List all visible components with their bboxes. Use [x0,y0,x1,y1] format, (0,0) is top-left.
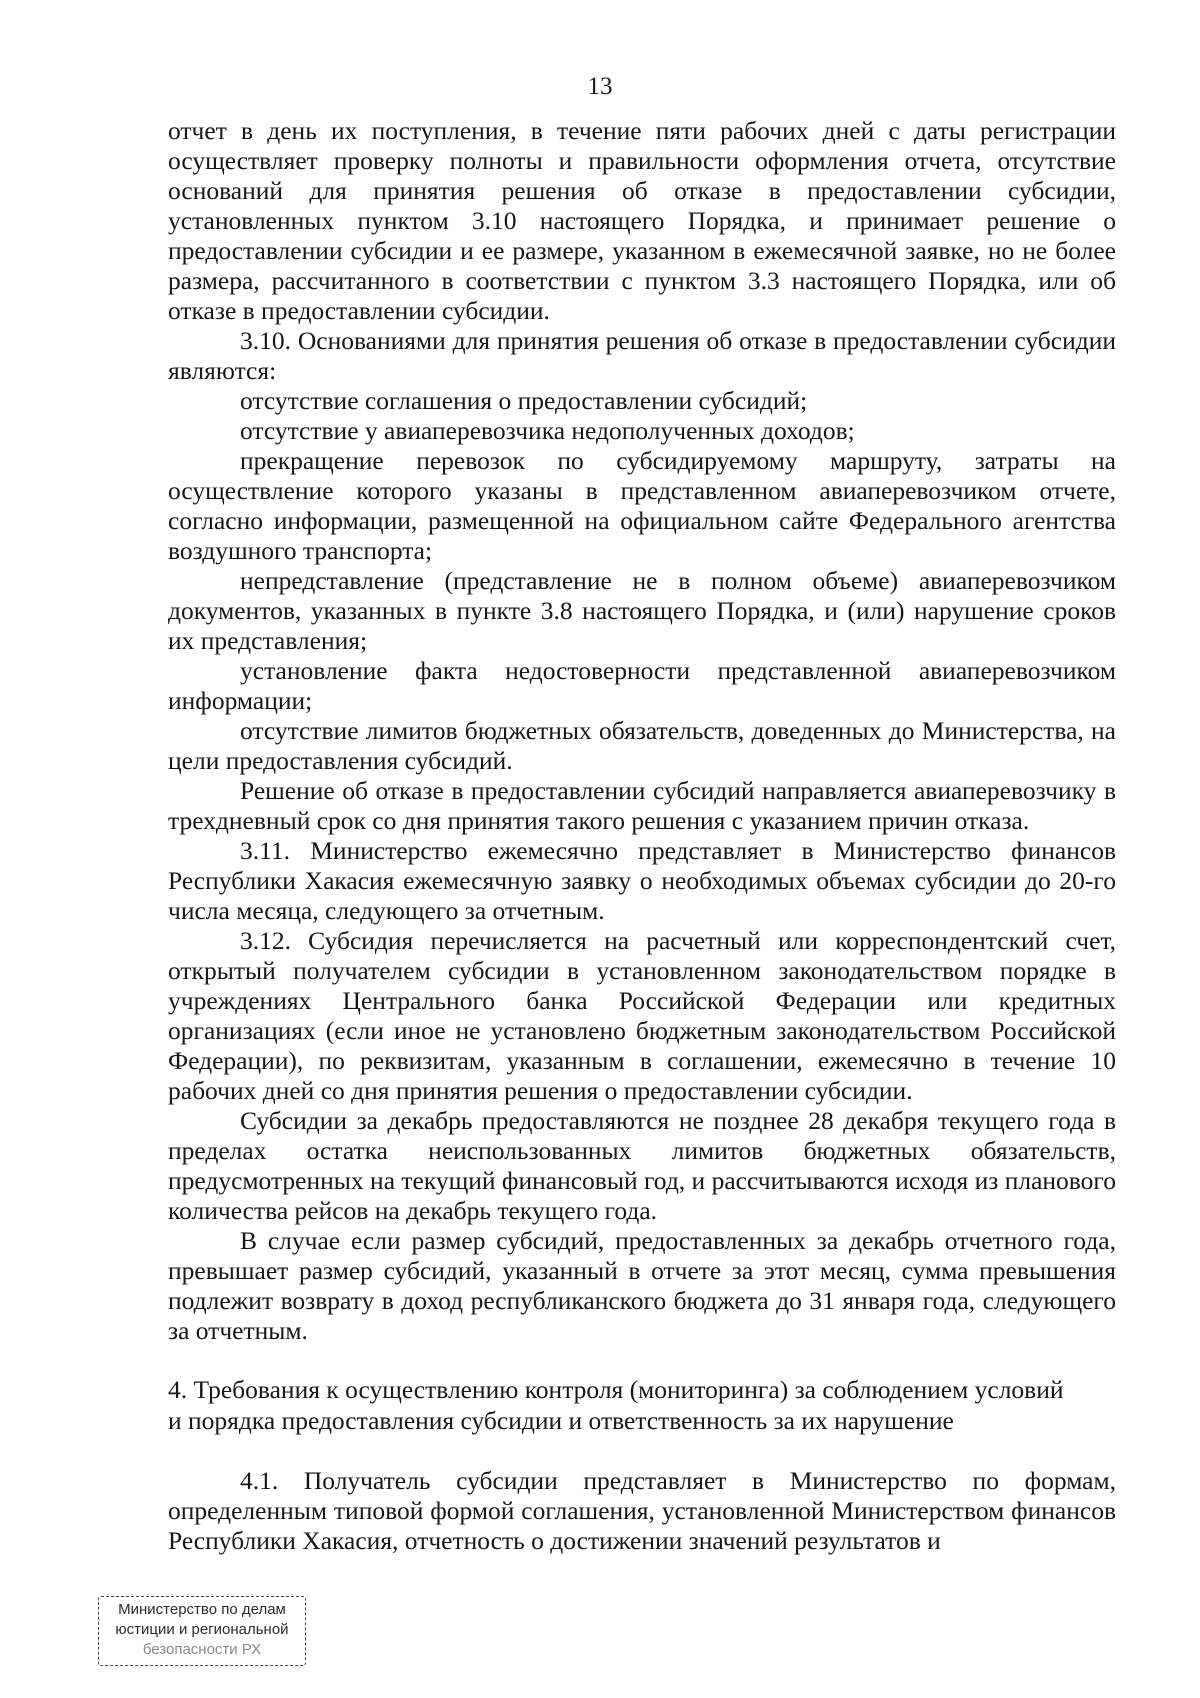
paragraph-ground-2: отсутствие у авиаперевозчика недополученных доходов; [240,416,855,445]
paragraph-continuation: отчет в день их поступления, в течение пяти рабочих дней с даты регистрации осуществляет проверку полноты и правильности оформления отчета, отсутствие оснований для принятия решения об отказе в предоставлении субсидии, установленных пунктом 3.10 настоящего Порядка, и принимает решение о предоставлении субсидии и ее размере, указанном в ежемесячной заявке, но не более размера, рассчитанного в соответствии с пунктом 3.3 настоящего Порядка, или об отказе в предоставлении субсидии. [168,116,1116,325]
paragraph-ground-5: установление факта недостоверности представленной авиаперевозчиком информации; [168,656,1116,715]
section-4-heading-line-1: 4. Требования к осуществлению контроля (мониторинга) за соблюдением условий [168,1375,1064,1404]
ministry-stamp [98,1596,306,1666]
paragraph-december: Субсидии за декабрь предоставляются не позднее 28 декабря текущего года в пределах остатка неиспользованных лимитов бюджетных обязательств, предусмотренных на текущий финансовый год, и рассчитываются исходя из планового количества рейсов на декабрь текущего года. [168,1106,1116,1225]
paragraph-3-11: 3.11. Министерство ежемесячно представляет в Министерство финансов Республики Хакасия ежемесячную заявку о необходимых объемах субсидии до 20-го числа месяца, следующего за отчетным. [168,836,1116,925]
paragraph-ground-3: прекращение перевозок по субсидируемому маршруту, затраты на осуществление которого указаны в представленном авиаперевозчиком отчете, согласно информации, размещенной на официальном сайте Федерального агентства воздушного транспорта; [168,446,1116,565]
paragraph-ground-6: отсутствие лимитов бюджетных обязательств, доведенных до Министерства, на цели предоставления субсидий. [168,716,1116,775]
page-number: 13 [587,73,613,100]
paragraph-refusal-notice: Решение об отказе в предоставлении субсидий направляется авиаперевозчику в трехдневный срок со дня принятия такого решения с указанием причин отказа. [168,776,1116,835]
paragraph-ground-1: отсутствие соглашения о предоставлении субсидий; [240,386,808,415]
paragraph-4-1: 4.1. Получатель субсидии представляет в Министерство по формам, определенным типовой формой соглашения, установленной Министерством финансов Республики Хакасия, отчетность о достижении значений результатов и [168,1466,1116,1555]
stamp-line-1: Министерство по делам [118,1601,286,1618]
paragraph-3-12: 3.12. Субсидия перечисляется на расчетный или корреспондентский счет, открытый получателем субсидии в установленном законодательством порядке в учреждениях Центрального банка Российской Федерации или кредитных организациях (если иное не установлено бюджетным законодательством Российской Федерации), по реквизитам, указанным в соглашении, ежемесячно в течение 10 рабочих дней со дня принятия решения о предоставлении субсидии. [168,926,1116,1105]
section-4-heading-line-2: и порядка предоставления субсидии и ответственность за их нарушение [168,1406,954,1435]
paragraph-3-10: 3.10. Основаниями для принятия решения об отказе в предоставлении субсидии являются: [168,326,1116,385]
stamp-line-3: безопасности РХ [142,1641,262,1658]
paragraph-ground-4: непредставление (представление не в полном объеме) авиаперевозчиком документов, указанных в пункте 3.8 настоящего Порядка, и (или) нарушение сроков их представления; [168,566,1116,655]
document-body [168,116,1116,1556]
paragraph-excess-return: В случае если размер субсидий, предоставленных за декабрь отчетного года, превышает размер субсидий, указанный в отчете за этот месяц, сумма превышения подлежит возврату в доход республиканского бюджета до 31 января года, следующего за отчетным. [168,1226,1116,1345]
section-4-heading [168,1374,1116,1436]
stamp-line-2: юстиции и региональной [115,1621,289,1638]
